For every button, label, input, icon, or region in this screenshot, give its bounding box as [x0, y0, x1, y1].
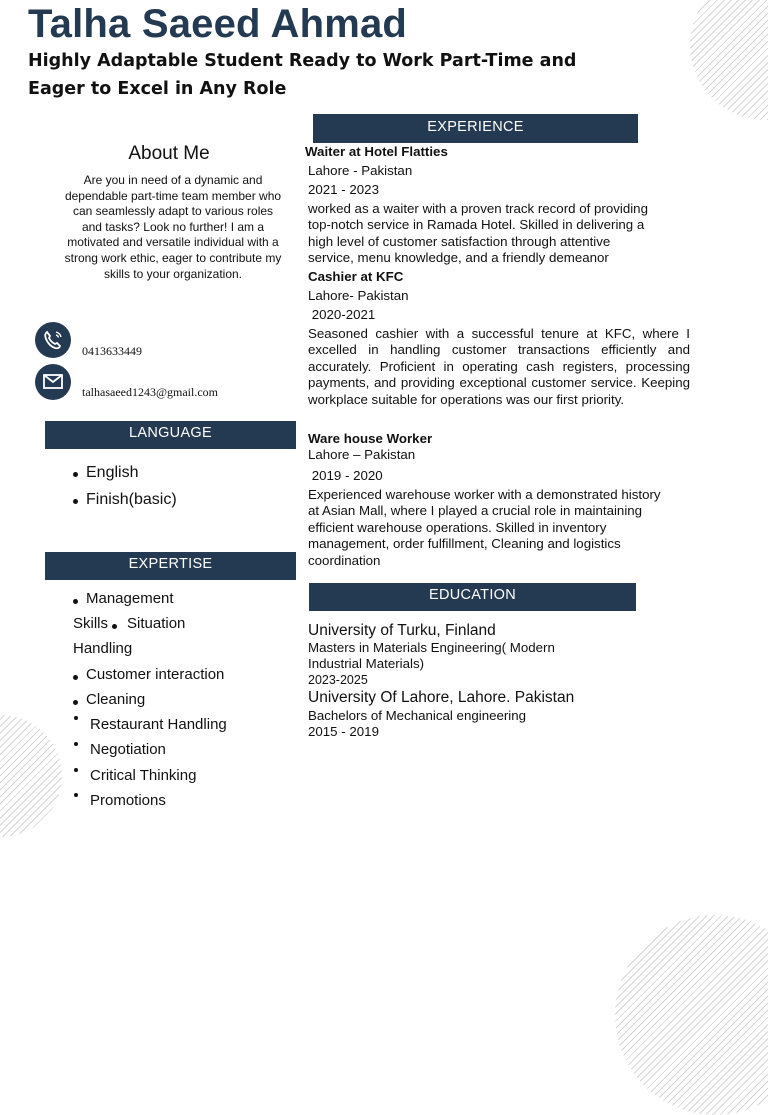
about-heading: About Me [128, 143, 210, 164]
language-item: English [73, 464, 138, 482]
job-location: Lahore - Pakistan [308, 163, 413, 178]
job-description-line: high level of customer satisfaction through attentive [308, 234, 611, 249]
education-dates: 2023-2025 [308, 673, 368, 687]
job-title: Cashier at KFC [308, 269, 404, 284]
job-title: Ware house Worker [308, 431, 433, 446]
headline-line-1: Highly Adaptable Student Ready to Work Part-Time and [28, 51, 577, 71]
degree-line: Masters in Materials Engineering( Modern [308, 640, 555, 655]
expertise-item: Customer interaction [73, 666, 224, 683]
bullet-icon [73, 472, 78, 477]
bullet-icon [112, 624, 117, 629]
phone-number[interactable]: 0413633449 [82, 344, 142, 358]
headline [28, 47, 648, 103]
email-address[interactable]: talhasaeed1243@gmail.com [82, 385, 219, 399]
email-icon-badge [35, 364, 71, 400]
expertise-item: Negotiation [90, 741, 166, 758]
degree-line: Bachelors of Mechanical engineering [308, 708, 527, 723]
expertise-heading: EXPERTISE [45, 552, 296, 580]
expertise-item: Cleaning [73, 691, 145, 708]
language-heading: LANGUAGE [45, 421, 296, 449]
job-dates: 2020-2021 [308, 307, 376, 322]
bullet-icon [74, 768, 78, 772]
expertise-item: Restaurant Handling [90, 716, 227, 733]
expertise-item: Promotions [90, 792, 166, 809]
about-text: Are you in need of a dynamic and dependable part-time team member who can seamlessly adapt to various roles and tasks? Look no further! I am a motivated and versatile individual with a strong work ethic, eager to contribute my skills to your organization. [64, 173, 282, 281]
decor-circle-top-right [690, 0, 768, 120]
decor-circle-left [0, 715, 62, 837]
bullet-icon [73, 499, 78, 504]
job-description-line: worked as a waiter with a proven track record of providing [308, 201, 648, 216]
bullet-icon [73, 700, 78, 705]
language-item: Finish(basic) [73, 491, 177, 509]
headline-line-2: Eager to Excel in Any Role [28, 79, 287, 99]
job-dates: 2019 - 2020 [308, 468, 383, 483]
school-name: University of Turku, Finland [308, 622, 496, 639]
bullet-icon [73, 599, 78, 604]
bullet-icon [74, 716, 78, 720]
job-description: Experienced warehouse worker with a demonstrated history at Asian Mall, where I played a crucial role in maintaining efficient warehouse operations. Skilled in inventory management, order fulfillment, Cleaning and logistics coordination [308, 487, 661, 568]
school-name: University Of Lahore, Lahore. Pakistan [308, 689, 575, 706]
job-description-line: top-notch service in Ramada Hotel. Skilled in delivering a [308, 217, 645, 232]
job-location: Lahore- Pakistan [308, 288, 409, 303]
expertise-item: Management [73, 590, 174, 607]
expertise-item: Critical Thinking [90, 767, 197, 784]
expertise-item: Handling [73, 640, 133, 657]
phone-icon-badge [35, 322, 71, 358]
bullet-icon [74, 793, 78, 797]
candidate-name: Talha Saeed Ahmad [28, 2, 408, 46]
expertise-item: Skills Situation [73, 615, 186, 632]
job-title: Waiter at Hotel Flatties [305, 144, 448, 159]
education-dates: 2015 - 2019 [308, 724, 379, 739]
job-description: Seasoned cashier with a successful tenure at KFC, where I excelled in handling customer transactions efficiently and accurately. Proficient in operating cash registers, processing payments, and providing exceptional customer service. Keeping workplace suitable for operations was our first priority. [308, 326, 690, 407]
job-description-line: service, menu knowledge, and a friendly demeanor [308, 250, 609, 265]
phone-icon [35, 322, 71, 358]
bullet-icon [74, 742, 78, 746]
job-dates: 2021 - 2023 [308, 182, 379, 197]
decor-circle-bottom-right [615, 915, 768, 1115]
bullet-icon [73, 675, 78, 680]
degree-line: Industrial Materials) [308, 656, 425, 671]
envelope-icon [35, 364, 71, 400]
job-location: Lahore – Pakistan [308, 447, 416, 462]
experience-heading: EXPERIENCE [313, 114, 638, 143]
education-heading: EDUCATION [309, 583, 636, 611]
